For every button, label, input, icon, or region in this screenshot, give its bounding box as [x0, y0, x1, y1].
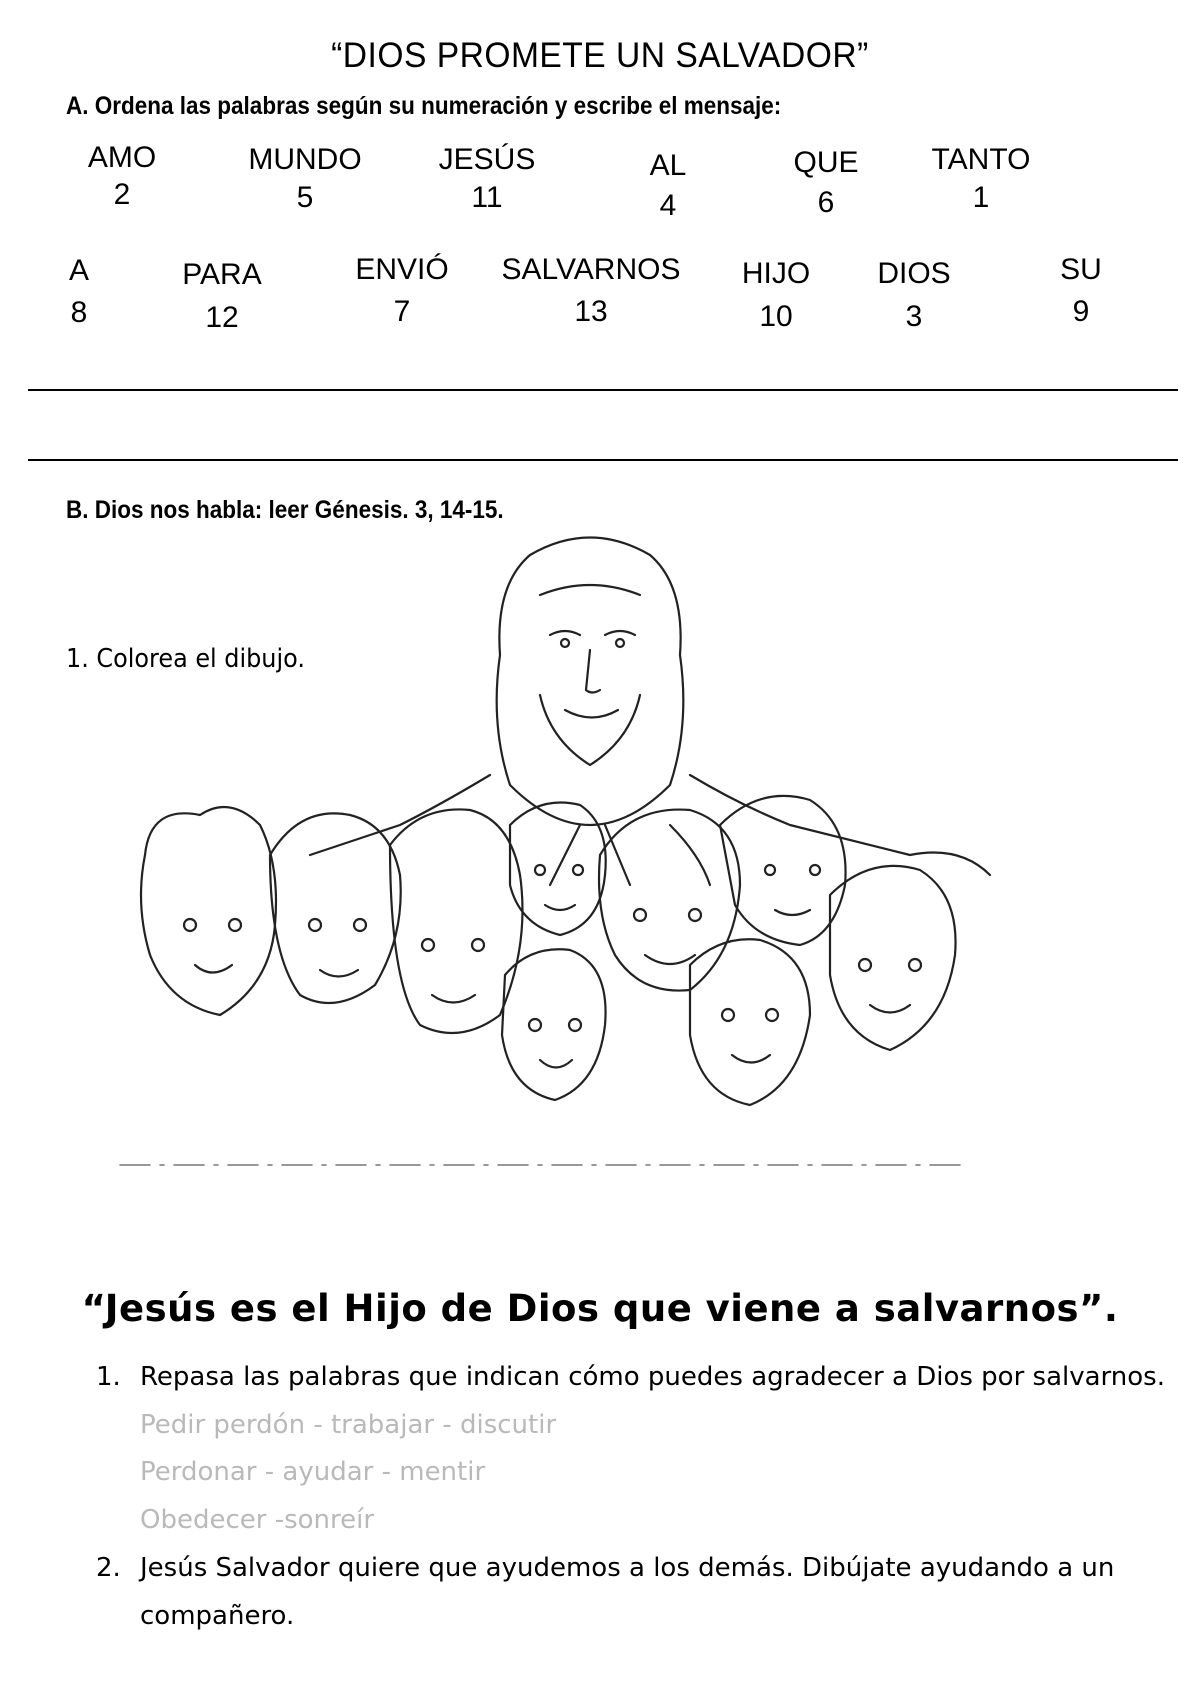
word-tanto: TANTO — [931, 143, 1031, 176]
color-instruction: 1. Colorea el dibujo. — [66, 644, 305, 674]
num-al: 4 — [659, 189, 677, 222]
jesus-children-illustration — [110, 525, 1070, 1285]
num-dios: 3 — [905, 300, 923, 333]
num-mundo: 5 — [296, 181, 314, 214]
num-que: 6 — [817, 186, 835, 219]
item2-number: 2. — [96, 1553, 121, 1583]
children-figures — [141, 796, 956, 1105]
item2-text-line-1: Jesús Salvador quiere que ayudemos a los demás. Dibújate ayudando a un — [140, 1553, 1115, 1583]
num-salvarnos: 13 — [574, 295, 608, 328]
num-envio: 7 — [393, 295, 411, 328]
word-mundo: MUNDO — [248, 143, 362, 176]
word-envio: ENVIÓ — [355, 253, 449, 286]
trace-words-line-3[interactable]: Obedecer -sonreír — [140, 1505, 375, 1535]
word-salvarnos: SALVARNOS — [501, 253, 681, 286]
word-dios: DIOS — [877, 257, 951, 290]
section-b-heading: B. Dios nos habla: leer Génesis. 3, 14-15. — [66, 496, 504, 524]
section-a-heading: A. Ordena las palabras según su numeración y escribe el mensaje: — [66, 92, 782, 120]
num-tanto: 1 — [972, 181, 990, 214]
num-su: 9 — [1072, 295, 1090, 328]
word-que: QUE — [793, 146, 859, 179]
word-a: A — [68, 254, 90, 287]
num-jesus: 11 — [471, 181, 503, 214]
page-title: “DIOS PROMETE UN SALVADOR” — [331, 36, 869, 75]
trace-words-line-1[interactable]: Pedir perdón - trabajar - discutir — [140, 1410, 557, 1440]
num-para: 12 — [205, 301, 239, 334]
num-hijo: 10 — [759, 300, 793, 333]
jesus-figure — [310, 538, 990, 886]
trace-words-line-2[interactable]: Perdonar - ayudar - mentir — [140, 1457, 486, 1487]
answer-line-2[interactable] — [28, 459, 1178, 461]
num-amo: 2 — [113, 178, 131, 211]
word-su: SU — [1060, 253, 1102, 286]
word-jesus: JESÚS — [438, 143, 536, 176]
item1-number: 1. — [96, 1362, 121, 1392]
item2-text-line-2: compañero. — [140, 1601, 295, 1631]
quote-text: “Jesús es el Hijo de Dios que viene a salvarnos”. — [81, 1287, 1119, 1330]
word-para: PARA — [182, 258, 262, 291]
word-amo: AMO — [87, 141, 157, 174]
word-hijo: HIJO — [741, 257, 811, 290]
answer-line-1[interactable] — [28, 389, 1178, 391]
word-al: AL — [649, 149, 687, 182]
num-a: 8 — [70, 296, 88, 329]
item1-text: Repasa las palabras que indican cómo puedes agradecer a Dios por salvarnos. — [140, 1362, 1165, 1392]
